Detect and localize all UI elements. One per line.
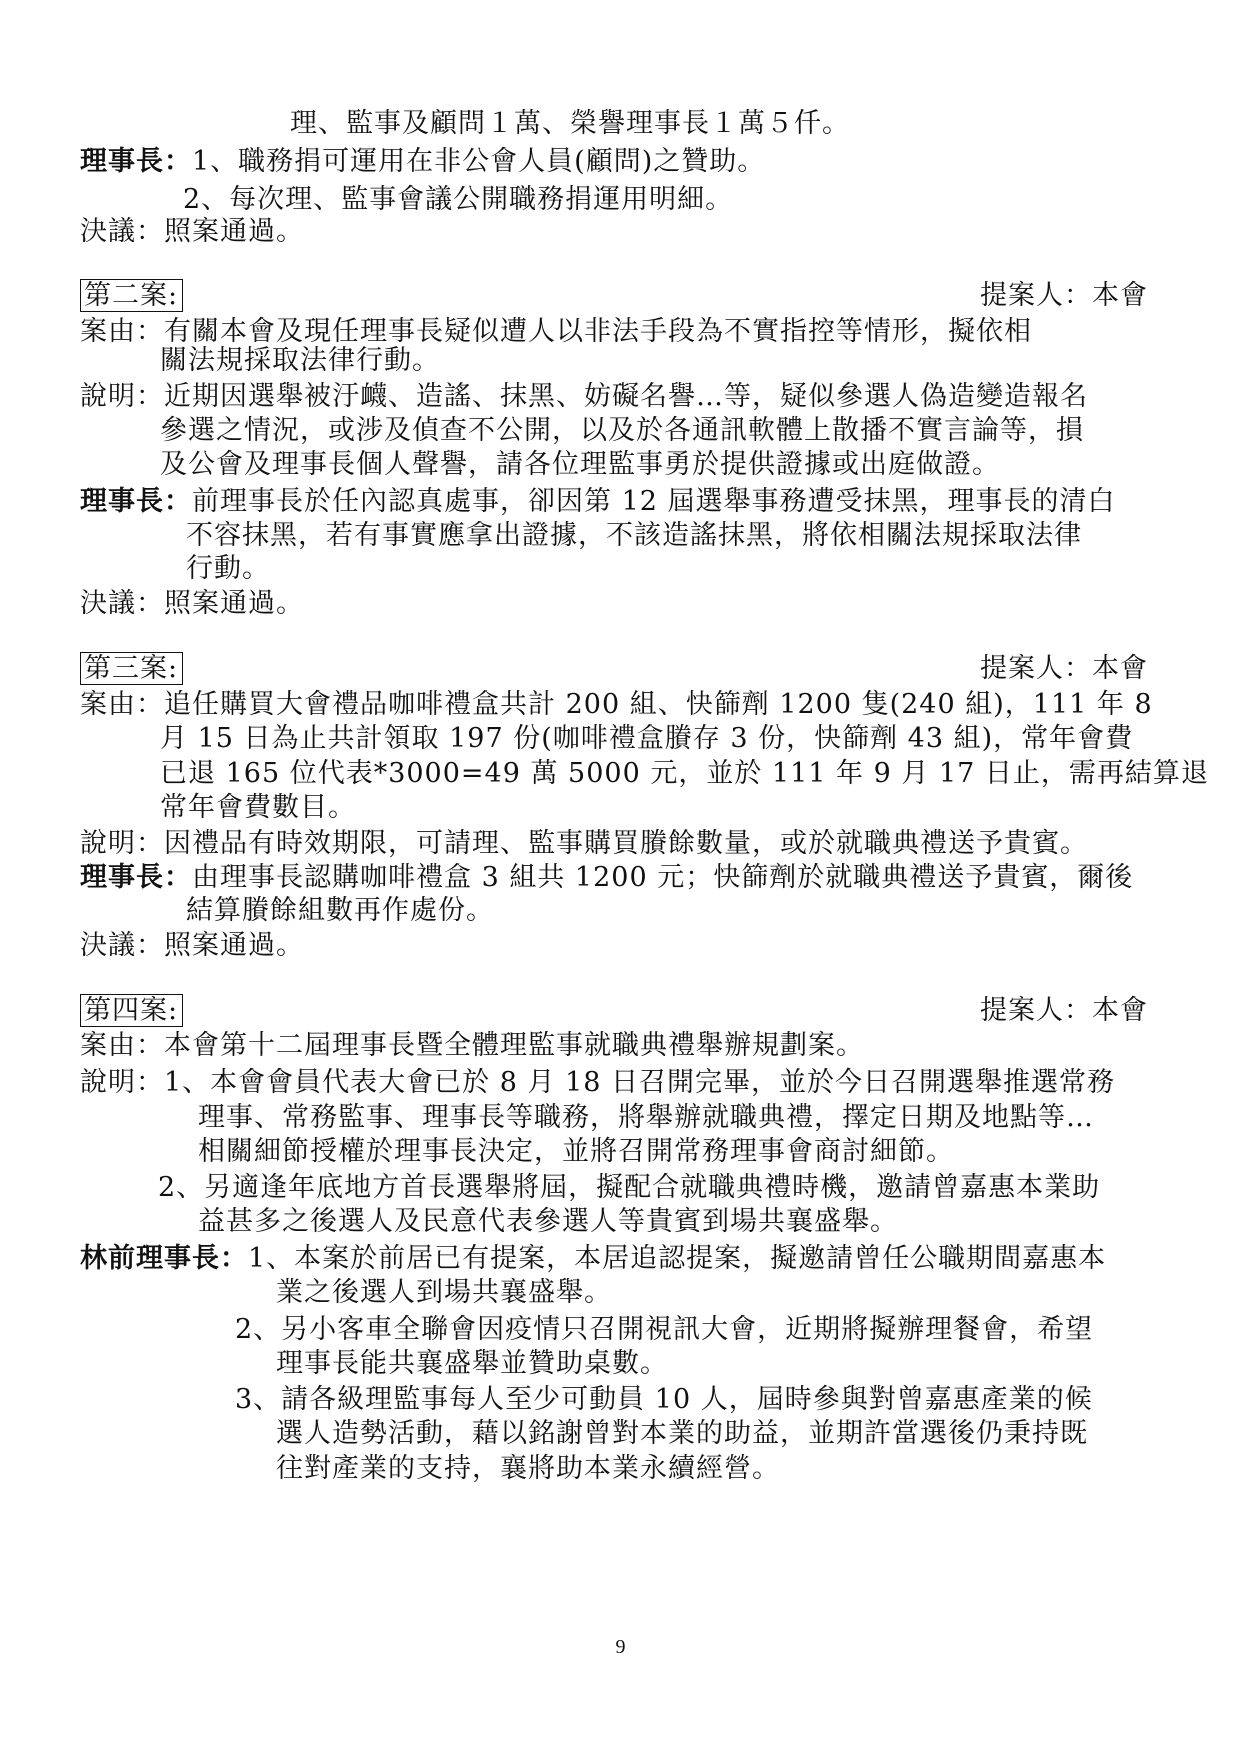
description-line: 益甚多之後選人及民意代表參選人等貴賓到場共襄盛舉。: [198, 1206, 898, 1237]
resolution: 決議：照案通過。: [80, 930, 304, 961]
chair-remark-text: 1、職務捐可運用在非公會人員(顧問)之贊助。: [192, 146, 766, 177]
case-title-box: 第二案:: [80, 279, 183, 312]
speaker-label: 理事長：: [80, 862, 192, 893]
description-line: 相關細節授權於理事長決定，並將召開常務理事會商討細節。: [198, 1136, 954, 1167]
case-reason-line: 常年會費數目。: [160, 792, 356, 823]
chair-remark-line: [80, 143, 765, 181]
resolution: 決議：照案通過。: [80, 216, 304, 247]
chair-remark-line: 行動。: [186, 553, 270, 584]
resolution: 決議：照案通過。: [80, 588, 304, 619]
lin-remark-line: 選人造勢活動，藉以銘謝曾對本業的助益，並期許當選後仍秉持既: [276, 1418, 1088, 1449]
lin-remark-line: 理事長能共襄盛舉並贊助桌數。: [276, 1348, 668, 1379]
description-line: 說明：近期因選舉被汙衊、造謠、抹黑、妨礙名譽…等，疑似參選人偽造變造報名: [80, 381, 1088, 412]
case-title: [80, 650, 183, 688]
description-line: 理事、常務監事、理事長等職務，將舉辦就職典禮，擇定日期及地點等…: [198, 1102, 1094, 1133]
speaker-label: 理事長：: [80, 486, 192, 517]
description-line: 2、另適逢年底地方首長選舉將屆，擬配合就職典禮時機，邀請曾嘉惠本業助: [158, 1172, 1101, 1203]
case-title-box: 第三案:: [80, 652, 183, 685]
case-reason-line: 已退 165 位代表*3000=49 萬 5000 元，並於 111 年 9 月 17 日止，需再結算退: [160, 758, 1209, 789]
proposer: 提案人：本會: [980, 995, 1148, 1026]
lin-remark-line: [80, 1240, 1106, 1278]
page-number: 9: [615, 1636, 626, 1658]
lin-remark-line: 往對產業的支持，襄將助本業永續經營。: [276, 1453, 780, 1484]
chair-remark-line: 結算賸餘組數再作處份。: [186, 895, 494, 926]
case-reason-line: 案由：有關本會及現任理事長疑似遭人以非法手段為不實指控等情形，擬依相: [80, 316, 1032, 347]
case-reason-line: 關法規採取法律行動。: [160, 345, 440, 376]
lin-remark-line: 2、另小客車全聯會因疫情只召開視訊大會，近期將擬辦理餐會，希望: [235, 1314, 1094, 1345]
speaker-label: 林前理事長：: [80, 1243, 248, 1274]
case-reason-line: 月 15 日為止共計領取 197 份(咖啡禮盒賸存 3 份，快篩劑 43 組)，常年會費: [160, 723, 1134, 754]
lin-remark-text: 1、本案於前居已有提案，本居追認提案，擬邀請曾任公職期間嘉惠本: [248, 1243, 1107, 1274]
description-line: 參選之情況，或涉及偵查不公開，以及於各通訊軟體上散播不實言論等，損: [160, 415, 1084, 446]
proposer: 提案人：本會: [980, 653, 1148, 684]
chair-remark-line: [80, 483, 1116, 521]
chair-remark-line: 2、每次理、監事會議公開職務捐運用明細。: [183, 184, 734, 215]
description-line: 說明：1、本會會員代表大會已於 8 月 18 日召開完畢，並於今日召開選舉推選常務: [80, 1067, 1116, 1098]
chair-remark-text: 前理事長於任內認真處事，卻因第 12 屆選舉事務遭受抹黑，理事長的清白: [192, 486, 1116, 517]
description-line: 說明：因禮品有時效期限，可請理、監事購買賸餘數量，或於就職典禮送予貴賓。: [80, 828, 1088, 859]
description-line: 及公會及理事長個人聲譽，請各位理監事勇於提供證據或出庭做證。: [160, 449, 1000, 480]
chair-remark-line: 不容抹黑，若有事實應拿出證據，不該造謠抹黑，將依相關法規採取法律: [186, 520, 1082, 551]
case-title: [80, 277, 183, 315]
lin-remark-line: 3、請各級理監事每人至少可動員 10 人，屆時參與對曾嘉惠產業的候: [235, 1384, 1093, 1415]
case-reason-line: 案由：本會第十二屆理事長暨全體理監事就職典禮舉辦規劃案。: [80, 1030, 864, 1061]
lin-remark-line: 業之後選人到場共襄盛舉。: [276, 1277, 612, 1308]
continued-line: 理、監事及顧問１萬、榮譽理事長１萬５仟。: [290, 108, 850, 139]
chair-remark-text: 由理事長認購咖啡禮盒 3 組共 1200 元；快篩劑於就職典禮送予貴賓，爾後: [192, 862, 1134, 893]
speaker-label: 理事長：: [80, 146, 192, 177]
case-title: [80, 992, 183, 1030]
case-title-box: 第四案:: [80, 994, 183, 1027]
case-reason-line: 案由：追任購買大會禮品咖啡禮盒共計 200 組、快篩劑 1200 隻(240 組)，111 年 8: [80, 689, 1153, 720]
proposer: 提案人：本會: [980, 280, 1148, 311]
